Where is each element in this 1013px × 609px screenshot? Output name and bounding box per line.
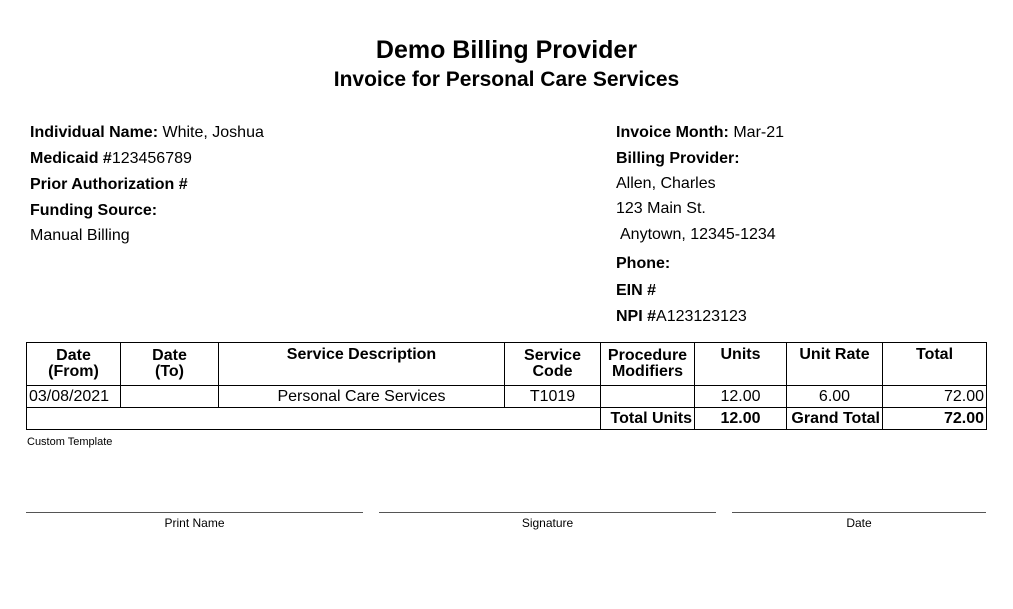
invoice-title: Invoice for Personal Care Services <box>333 68 680 91</box>
col-service-code: Service Code <box>505 343 601 386</box>
signature-line <box>379 512 716 513</box>
grand-total-value: 72.00 <box>883 408 987 430</box>
phone-label: Phone: <box>616 255 671 272</box>
cell-total: 72.00 <box>883 386 987 408</box>
table-header-row <box>27 343 987 386</box>
print-name-line <box>26 512 363 513</box>
individual-name <box>30 123 264 143</box>
invoice-month-value: Mar-21 <box>728 124 785 141</box>
provider-title: Demo Billing Provider <box>375 36 638 64</box>
cell-date-to <box>121 386 219 408</box>
date-line <box>732 512 986 513</box>
billing-address-line2: Anytown, 12345-1234 <box>620 226 776 243</box>
billing-provider-name: Allen, Charles <box>616 175 716 192</box>
table-row <box>27 386 987 408</box>
cell-modifiers <box>601 386 695 408</box>
ein <box>616 281 656 301</box>
individual-name-value: White, Joshua <box>158 124 264 141</box>
prior-authorization-label: Prior Authorization # <box>30 176 188 193</box>
totals-row <box>27 408 987 430</box>
npi-value: A123123123 <box>656 308 747 325</box>
npi-label: NPI # <box>616 308 657 325</box>
col-service-description: Service Description <box>219 343 505 386</box>
npi <box>616 307 747 327</box>
cell-unit-rate: 6.00 <box>787 386 883 408</box>
print-name-label: Print Name <box>164 516 225 530</box>
signature-label: Signature <box>521 516 574 530</box>
billing-address-line1: 123 Main St. <box>616 200 706 217</box>
col-units: Units <box>695 343 787 386</box>
ein-label: EIN # <box>616 282 657 299</box>
prior-authorization <box>30 175 188 195</box>
total-units-value: 12.00 <box>695 408 787 430</box>
cell-description: Personal Care Services <box>219 386 505 408</box>
medicaid-value: 123456789 <box>111 150 192 167</box>
funding-source <box>30 201 157 221</box>
cell-date-from: 03/08/2021 <box>27 386 121 408</box>
col-date-from: Date (From) <box>27 343 121 386</box>
col-date-to: Date (To) <box>121 343 219 386</box>
funding-source-value: Manual Billing <box>30 227 130 244</box>
invoice-month <box>616 123 784 143</box>
invoice-table <box>26 342 987 430</box>
individual-name-label: Individual Name: <box>30 124 159 141</box>
medicaid-label: Medicaid # <box>30 150 112 167</box>
col-unit-rate: Unit Rate <box>787 343 883 386</box>
total-units-label: Total Units <box>601 408 695 430</box>
phone <box>616 254 670 274</box>
col-total: Total <box>883 343 987 386</box>
funding-source-label: Funding Source: <box>30 202 158 219</box>
totals-spacer <box>27 408 601 430</box>
date-label: Date <box>846 516 872 530</box>
col-procedure-modifiers: Procedure Modifiers <box>601 343 695 386</box>
template-note: Custom Template <box>27 436 113 448</box>
billing-provider-label: Billing Provider: <box>616 150 740 167</box>
invoice-month-label: Invoice Month: <box>616 124 729 141</box>
grand-total-label: Grand Total <box>787 408 883 430</box>
medicaid-number <box>30 149 192 169</box>
cell-service-code: T1019 <box>505 386 601 408</box>
cell-units: 12.00 <box>695 386 787 408</box>
